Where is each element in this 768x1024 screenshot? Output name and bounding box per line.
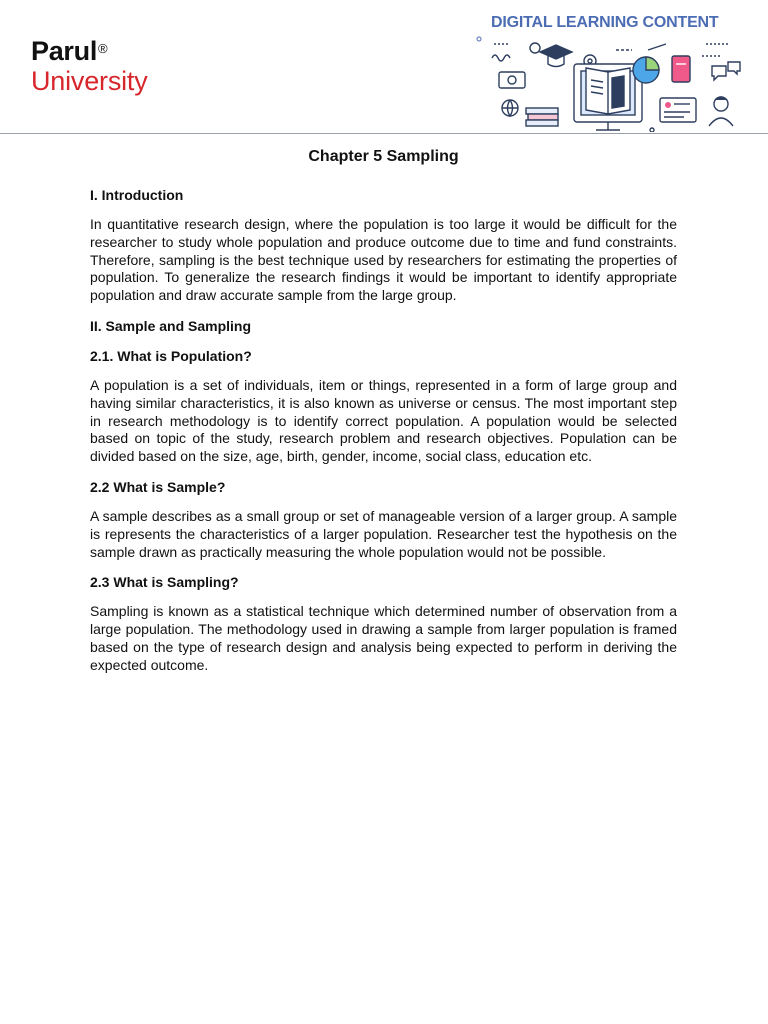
- logo-university-text: University: [31, 66, 148, 96]
- paragraph-sample: A sample describes as a small group or set of manageable version of a larger group. A sample is represents the characteristics of a larger population. Researcher test the hypothesis on the sample drawn as practically measuring the whole population would not be possible.: [90, 507, 677, 560]
- logo-parul-text: Parul: [31, 36, 98, 66]
- digital-learning-banner-title: DIGITAL LEARNING CONTENT: [491, 14, 719, 31]
- paragraph-introduction: In quantitative research design, where the population is too large it would be difficult for the researcher to study whole population and produce outcome due to time and fund constraints. Therefore, sampling is the best technique used by researchers for estimating the properties of population. To generalize the research findings it would be important to identify appropriate population and draw accurate sample from the large group.: [90, 216, 677, 304]
- id-card-icon: [660, 98, 696, 122]
- section-heading-sample-and-sampling: II. Sample and Sampling: [90, 317, 252, 334]
- section-heading-introduction: I. Introduction: [90, 187, 184, 203]
- chat-bubbles-icon: [712, 66, 726, 80]
- paragraph-sampling: Sampling is known as a statistical technique which determined number of observation from a large population. The methodology used in drawing a sample from larger population is framed based on the type of research design and analysis being expected to perform in deriving the expected outcome.: [90, 603, 677, 673]
- header-divider: [0, 133, 768, 134]
- graduation-cap-icon: [540, 45, 572, 59]
- wave-icon: [492, 55, 510, 61]
- digital-learning-illustration: [466, 34, 746, 132]
- page-header: [0, 0, 768, 134]
- a-plus-badge-icon: [530, 43, 540, 53]
- tablet-icon: [672, 56, 690, 82]
- document-body: [90, 146, 677, 687]
- paragraph-population: A population is a set of individuals, item or things, represented in a form of large group and having similar characteristics, it is also known as universe or census. The most important step in research methodology is to identify correct population. A population would be selected based on topic of the study, research problem and research objectives. Population can be divided based on the size, age, birth, gender, income, social class, education etc.: [90, 376, 677, 465]
- video-screen-icon: [499, 72, 525, 88]
- section-heading-sample: 2.2 What is Sample?: [90, 478, 226, 495]
- registered-mark: ®: [98, 41, 108, 56]
- section-heading-population: 2.1. What is Population?: [90, 347, 252, 364]
- university-logo: [31, 36, 148, 96]
- section-heading-sampling: 2.3 What is Sampling?: [90, 574, 239, 591]
- books-icon: [526, 108, 558, 114]
- chapter-title: Chapter 5 Sampling: [308, 148, 459, 165]
